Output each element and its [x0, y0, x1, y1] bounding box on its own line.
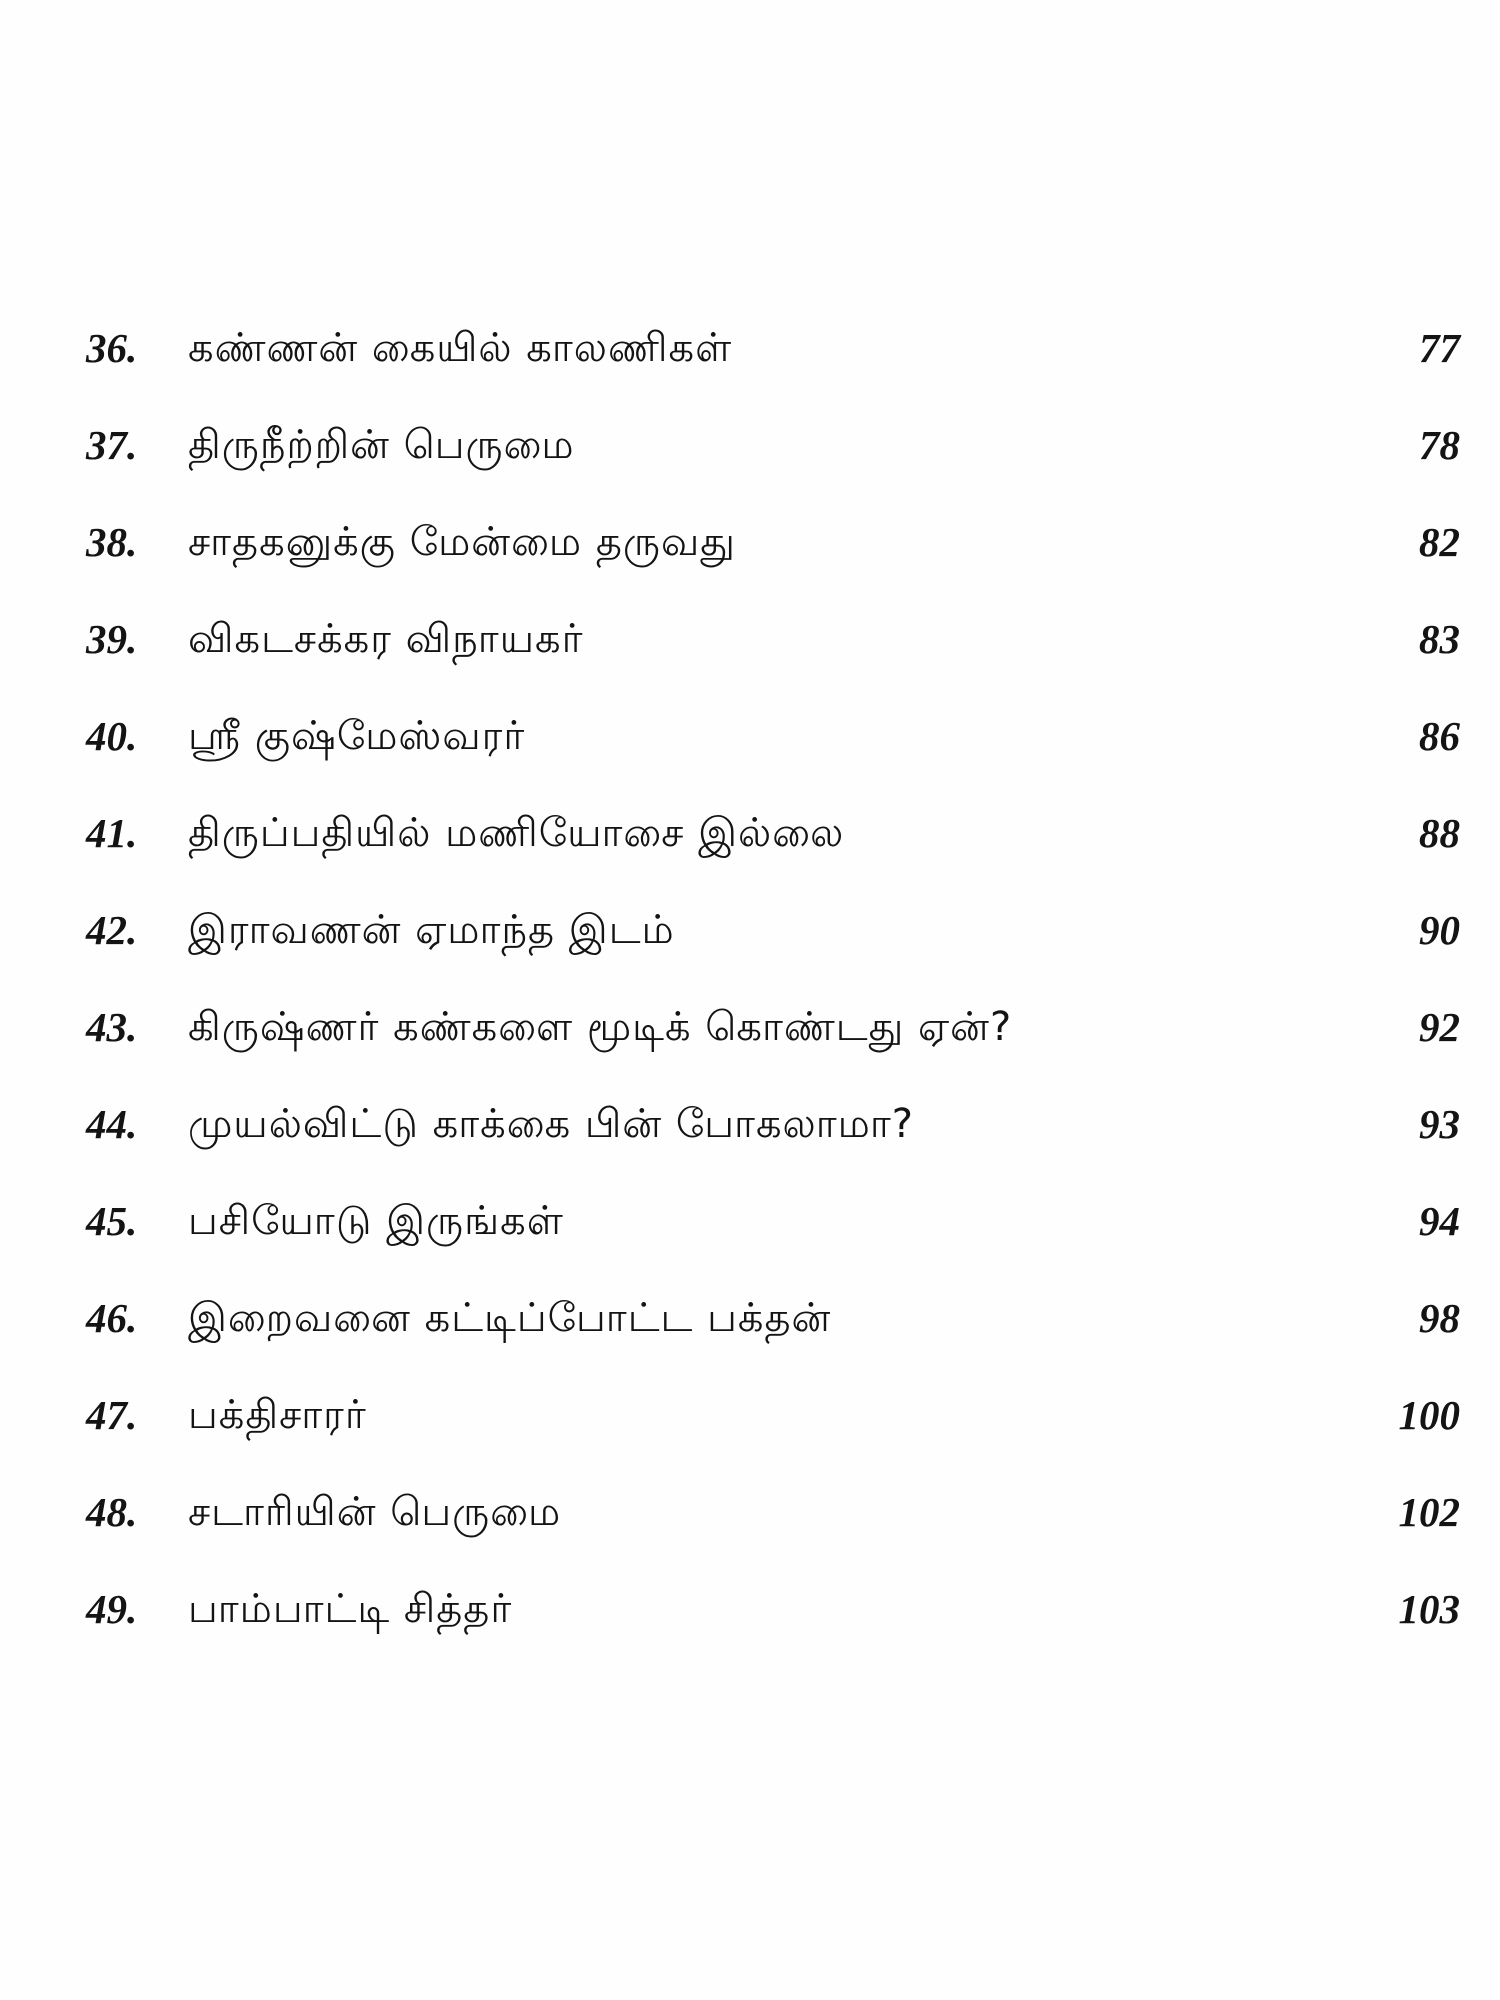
toc-entry: [80, 1088, 1460, 1185]
entry-number: 44.: [86, 1101, 138, 1147]
entry-page-number: 94: [1419, 1198, 1460, 1244]
entry-title: முயல்விட்டு காக்கை பின் போகலாமா?: [188, 1101, 914, 1147]
toc-entry: [80, 1476, 1460, 1573]
entry-title: சாதகனுக்கு மேன்மை தருவது: [188, 519, 736, 565]
entry-title: இறைவனை கட்டிப்போட்ட பக்தன்: [188, 1295, 832, 1341]
table-of-contents: [80, 312, 1460, 1670]
entry-page-number: 93: [1419, 1101, 1460, 1147]
entry-title: திருப்பதியில் மணியோசை இல்லை: [188, 810, 845, 856]
entry-title: கண்ணன் கையில் காலணிகள்: [188, 325, 733, 371]
toc-entry: [80, 700, 1460, 797]
toc-entry: [80, 1573, 1460, 1670]
toc-entry: [80, 1282, 1460, 1379]
entry-number: 41.: [86, 810, 138, 856]
entry-number: 38.: [86, 519, 138, 565]
toc-entry: [80, 991, 1460, 1088]
entry-page-number: 102: [1398, 1489, 1460, 1535]
entry-page-number: 78: [1419, 422, 1460, 468]
entry-number: 37.: [86, 422, 138, 468]
entry-number: 40.: [86, 713, 138, 759]
entry-number: 45.: [86, 1198, 138, 1244]
toc-entry: [80, 797, 1460, 894]
entry-page-number: 86: [1419, 713, 1460, 759]
entry-title: விகடசக்கர விநாயகர்: [188, 616, 584, 662]
entry-page-number: 98: [1419, 1295, 1460, 1341]
entry-page-number: 82: [1419, 519, 1460, 565]
entry-title: பக்திசாரர்: [188, 1392, 367, 1438]
entry-number: 36.: [86, 325, 138, 371]
entry-number: 46.: [86, 1295, 138, 1341]
entry-title: ஸ்ரீ குஷ்மேஸ்வரர்: [188, 713, 526, 759]
entry-page-number: 90: [1419, 907, 1460, 953]
toc-entry: [80, 1185, 1460, 1282]
toc-entry: [80, 409, 1460, 506]
entry-page-number: 92: [1419, 1004, 1460, 1050]
entry-page-number: 103: [1398, 1586, 1460, 1632]
entry-title: இராவணன் ஏமாந்த இடம்: [188, 907, 675, 953]
toc-entry: [80, 1379, 1460, 1476]
entry-number: 39.: [86, 616, 138, 662]
toc-entry: [80, 894, 1460, 991]
toc-entry: [80, 506, 1460, 603]
entry-title: சடாரியின் பெருமை: [188, 1489, 562, 1535]
entry-number: 42.: [86, 907, 138, 953]
toc-entry: [80, 312, 1460, 409]
entry-number: 48.: [86, 1489, 138, 1535]
entry-title: திருநீற்றின் பெருமை: [188, 422, 575, 468]
entry-number: 47.: [86, 1392, 138, 1438]
entry-number: 43.: [86, 1004, 138, 1050]
entry-number: 49.: [86, 1586, 138, 1632]
entry-page-number: 77: [1419, 325, 1460, 371]
toc-entry: [80, 603, 1460, 700]
entry-title: கிருஷ்ணர் கண்களை மூடிக் கொண்டது ஏன்?: [188, 1004, 1013, 1050]
entry-page-number: 88: [1419, 810, 1460, 856]
entry-title: பாம்பாட்டி சித்தர்: [188, 1586, 513, 1632]
entry-page-number: 100: [1398, 1392, 1460, 1438]
entry-title: பசியோடு இருங்கள்: [188, 1198, 564, 1244]
entry-page-number: 83: [1419, 616, 1460, 662]
